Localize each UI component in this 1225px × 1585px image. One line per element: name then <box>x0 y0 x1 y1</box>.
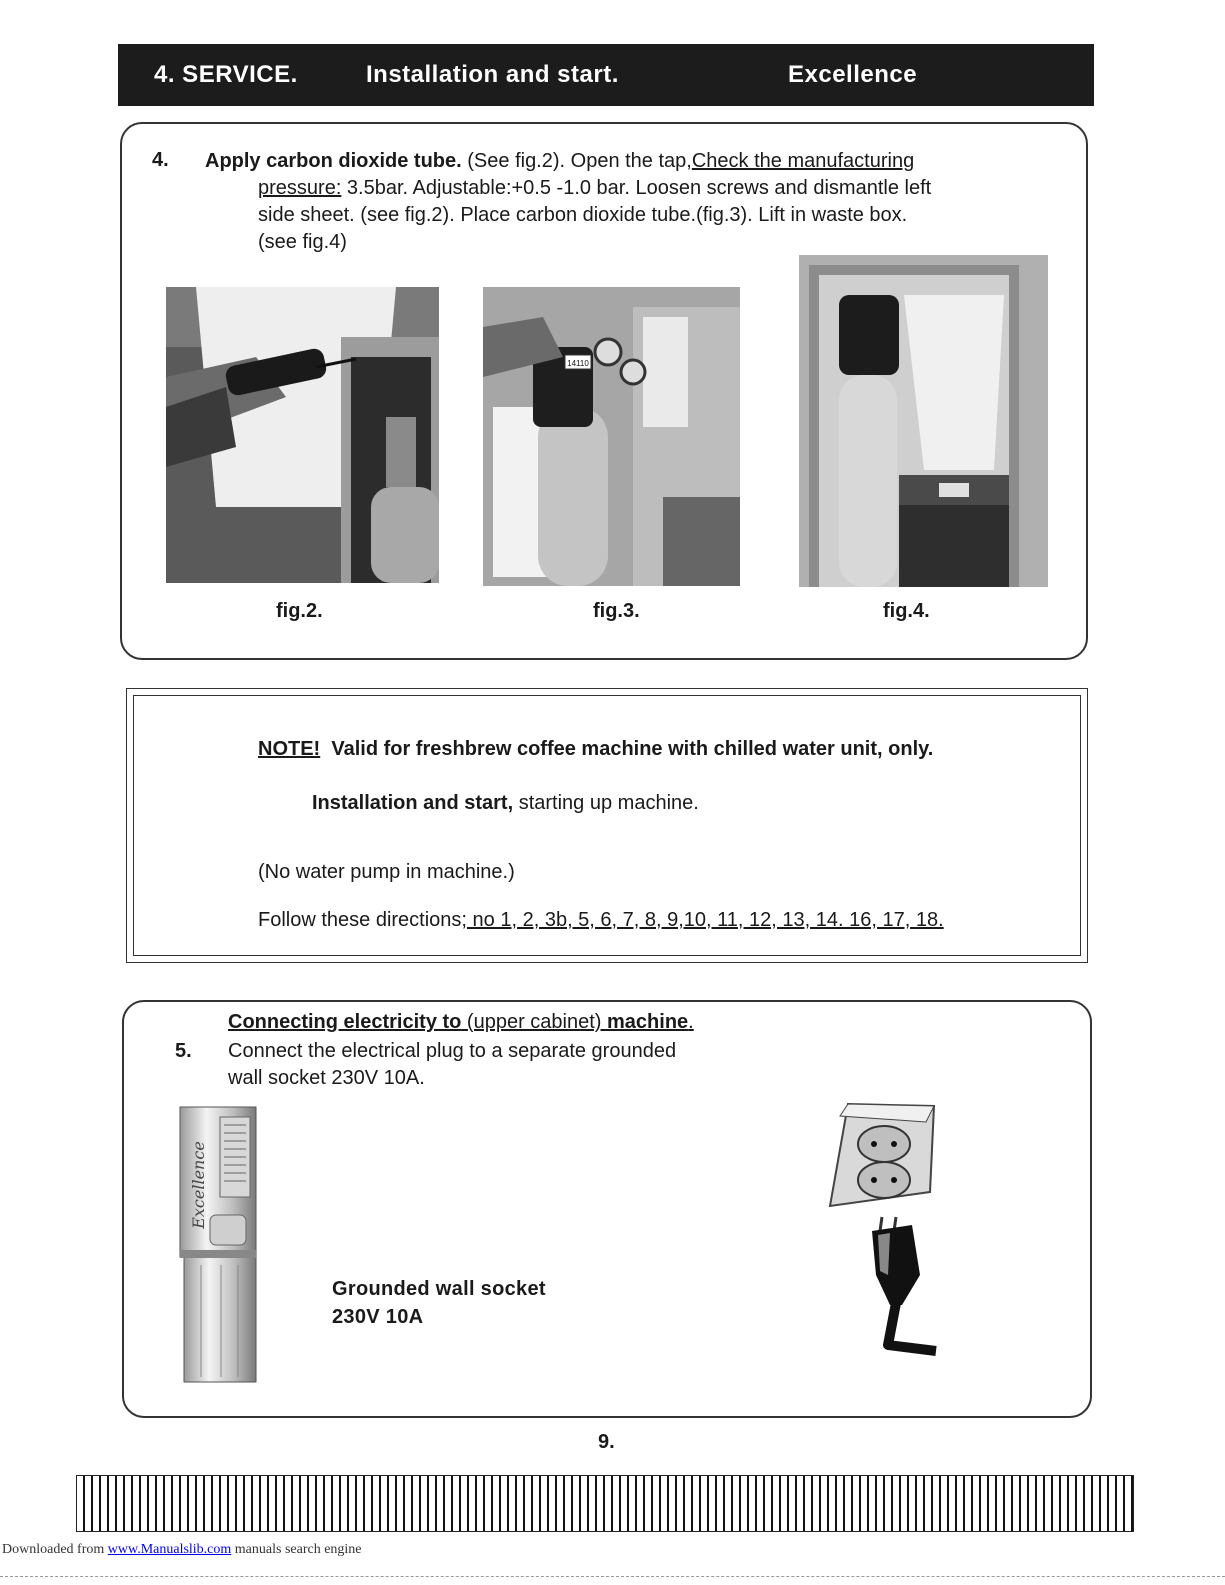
step-5-number: 5. <box>175 1040 192 1062</box>
step-5-title-a: Connecting electricity to <box>228 1011 462 1033</box>
note-directions: no 1, 2, 3b, 5, 6, 7, 8, 9,10, 11, 12, 13, 14. 16, 17, 18. <box>466 909 944 931</box>
footer-divider <box>0 1576 1225 1577</box>
barcode-strip <box>76 1475 1134 1532</box>
step-5-line-1: Connect the electrical plug to a separate grounded <box>228 1040 677 1062</box>
step-4-line-1 <box>205 148 914 175</box>
manualslib-link[interactable]: www.Manualslib.com <box>107 1542 232 1557</box>
download-suffix: manuals search engine <box>231 1542 362 1557</box>
step-4-line-4: (see fig.4) <box>258 231 347 253</box>
step-4-number: 4. <box>152 149 169 171</box>
header-section: 4. SERVICE. <box>154 61 298 88</box>
page-number: 9. <box>598 1431 615 1453</box>
step-5-title-b: (upper cabinet) <box>461 1011 608 1033</box>
note-install-rest: starting up machine. <box>513 792 699 814</box>
note-heading <box>258 738 933 761</box>
note-follow-line <box>258 909 944 932</box>
tube-tag: 14110 <box>567 359 589 368</box>
download-source-line <box>2 1542 362 1558</box>
note-install-line <box>312 792 699 815</box>
step-4-pressure-label: pressure: <box>258 177 342 199</box>
fig-2-photo <box>166 287 439 583</box>
step-4-text-1: (See fig.2). Open the tap, <box>461 150 692 172</box>
step-4-line-2 <box>258 175 931 202</box>
note-label: NOTE! <box>258 738 321 760</box>
fig-3-photo <box>483 287 740 586</box>
step-5-title-d: . <box>688 1011 694 1033</box>
socket-caption-1: Grounded wall socket <box>332 1278 546 1300</box>
step-5-title <box>228 1011 694 1034</box>
download-prefix: Downloaded from <box>2 1542 108 1557</box>
page-header <box>118 44 1094 106</box>
step-4-line-3: side sheet. (see fig.2). Place carbon dioxide tube.(fig.3). Lift in waste box. <box>258 204 908 226</box>
note-follow: Follow these directions; <box>258 909 467 931</box>
header-model: Excellence <box>788 61 918 88</box>
step-4-check-link: Check the manufacturing <box>691 150 915 172</box>
fig-4-caption: fig.4. <box>883 600 930 622</box>
step-4-title: Apply carbon dioxide tube. <box>205 150 462 172</box>
wall-socket-illustration <box>826 1100 938 1210</box>
fig-3-caption: fig.3. <box>593 600 640 622</box>
step-5-line-2: wall socket 230V 10A. <box>228 1067 425 1089</box>
step-4-text-2: 3.5bar. Adjustable:+0.5 -1.0 bar. Loosen screws and dismantle left <box>341 177 932 199</box>
note-text: Valid for freshbrew coffee machine with chilled water unit, only. <box>331 738 934 760</box>
machine-brand: Excellence <box>189 1141 208 1229</box>
plug-illustration <box>862 1215 942 1357</box>
socket-caption-2: 230V 10A <box>332 1306 424 1328</box>
note-install-bold: Installation and start, <box>312 792 514 814</box>
coffee-machine-illustration <box>176 1105 261 1387</box>
header-topic: Installation and start. <box>366 61 619 88</box>
fig-2-caption: fig.2. <box>276 600 323 622</box>
step-5-title-c: machine <box>607 1011 689 1033</box>
fig-4-photo <box>799 255 1048 587</box>
note-pump: (No water pump in machine.) <box>258 861 515 883</box>
